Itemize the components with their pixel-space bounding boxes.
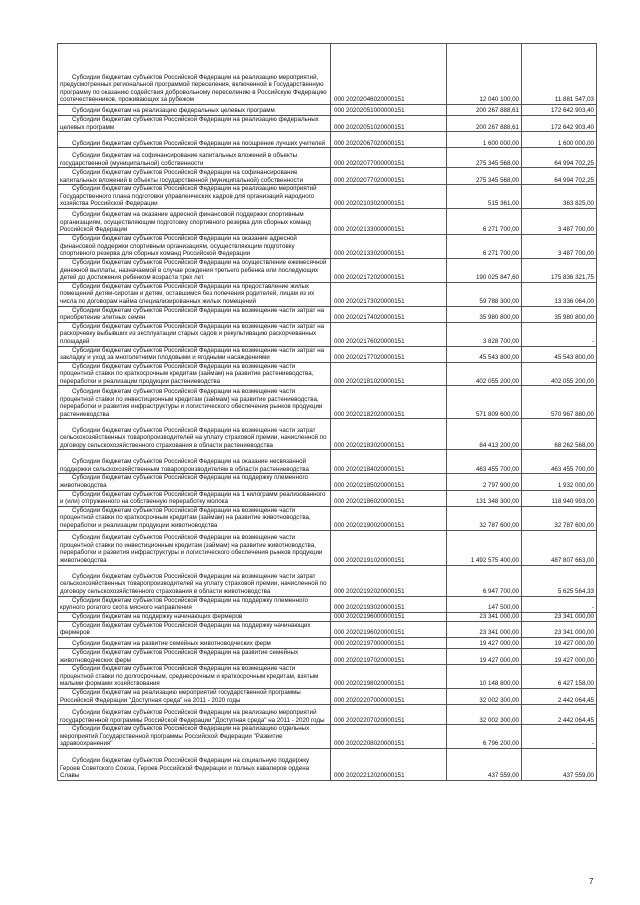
table-row: [58, 132, 597, 148]
row-planned-amount: 147 500,00: [447, 596, 522, 612]
row-description: Субсидии бюджетам субъектов Российской Федерации на реализацию мероприятий государственной программы Российской Федерации "Доступная среда" на 2011 - 2020 годы: [58, 705, 331, 725]
table-row: [58, 638, 597, 649]
row-planned-amount: 32 787 600,00: [447, 506, 522, 530]
row-budget-code: 000 20202212020000151: [331, 748, 447, 780]
table-row: [58, 530, 597, 565]
row-planned-amount: 32 002 300,00: [447, 688, 522, 704]
table-row: [58, 362, 597, 386]
row-planned-amount: 190 025 847,60: [447, 258, 522, 282]
row-executed-amount: 19 427 000,00: [522, 649, 597, 665]
row-planned-amount: 3 828 700,00: [447, 322, 522, 346]
row-description: Субсидии бюджетам на реализацию мероприятий государственной программы Российской Федерации "Доступная среда" на 2011 - 2020 годы: [58, 688, 331, 704]
table-row: [58, 565, 597, 596]
row-budget-code: 000 20202191020000151: [331, 530, 447, 565]
row-executed-amount: 463 455 700,00: [522, 450, 597, 474]
row-description: Субсидии бюджетам субъектов Российской Федерации на реализацию отдельных мероприятий Государственной программы Российской Федерации "Развитие здравоохранения": [58, 725, 331, 749]
row-description: Субсидии бюджетам субъектов Российской Федерации на поддержку начинающих фермеров: [58, 621, 331, 637]
table-row: [58, 208, 597, 234]
row-budget-code: 000 20202185020000151: [331, 474, 447, 490]
row-description: Субсидии бюджетам субъектов Российской Федерации на поощрение лучших учителей: [58, 132, 331, 148]
row-budget-code: 000 20202192020000151: [331, 565, 447, 596]
row-planned-amount: 84 413 200,00: [447, 419, 522, 450]
row-planned-amount: 19 427 000,00: [447, 638, 522, 649]
row-description: Субсидии бюджетам субъектов Российской Федерации на развитие семейных животноводческих ферм: [58, 649, 331, 665]
row-planned-amount: 6 796 200,00: [447, 725, 522, 749]
row-planned-amount: 1 600 000,00: [447, 132, 522, 148]
row-budget-code: 000 20202183020000151: [331, 419, 447, 450]
table-row: [58, 725, 597, 749]
row-budget-code: 000 20202207020000151: [331, 705, 447, 725]
subsidy-table: [57, 43, 597, 781]
row-description: Субсидии бюджетам субъектов Российской Федерации на социальную поддержку Героев Советского Союза, Героев Российской Федерации и полных кавалеров ордена Славы: [58, 748, 331, 780]
row-description: Субсидии бюджетам на оказание адресной финансовой поддержки спортивным организациям, осуществляющим подготовку спортивного резерва для сборных команд Российской Федерации: [58, 208, 331, 234]
row-planned-amount: 6 947 700,00: [447, 565, 522, 596]
row-planned-amount: 6 271 700,00: [447, 234, 522, 258]
row-planned-amount: 19 427 000,00: [447, 649, 522, 665]
row-executed-amount: 1 600 000,00: [522, 132, 597, 148]
row-description: Субсидии бюджетам на поддержку начинающих фермеров: [58, 612, 331, 621]
table-row: [58, 105, 597, 116]
row-description: Субсидии бюджетам субъектов Российской Федерации на реализацию федеральных целевых программ: [58, 116, 331, 132]
table-row: [58, 234, 597, 258]
row-description: Субсидии бюджетам на реализацию федеральных целевых программ: [58, 105, 331, 116]
table-row: [58, 474, 597, 490]
row-planned-amount: 515 361,00: [447, 185, 522, 209]
row-executed-amount: 64 994 702,25: [522, 168, 597, 185]
row-budget-code: 000 20202193020000151: [331, 596, 447, 612]
row-planned-amount: 23 341 000,00: [447, 612, 522, 621]
table-row: [58, 490, 597, 506]
row-budget-code: 000 20202133000000151: [331, 208, 447, 234]
row-description: Субсидии бюджетам субъектов Российской Федерации на возмещение части процентной ставки по инвестиционным кредитам (займам) на развитие животноводства, переработки и развития инфраструктуры и логистического обеспечения рынков продукции животноводства: [58, 530, 331, 565]
table-row: [58, 282, 597, 306]
row-executed-amount: 1 932 000,00: [522, 474, 597, 490]
table-row: [58, 748, 597, 780]
row-executed-amount: 64 994 702,25: [522, 148, 597, 168]
row-budget-code: 000 20202103020000151: [331, 185, 447, 209]
row-description: Субсидии бюджетам субъектов Российской Федерации на оказание адресной финансовой поддержки спортивным организациям, осуществляющим подготовку спортивного резерва для сборных команд Российской Федерации: [58, 234, 331, 258]
row-executed-amount: 570 967 880,00: [522, 386, 597, 419]
row-description: Субсидии бюджетам субъектов Российской Федерации на предоставление жилых помещений детям-сиротам и детям, оставшимся без попечения родителей, лицам из их числа по договорам найма специализированных жилых помещений: [58, 282, 331, 306]
row-description: Субсидии бюджетам субъектов Российской Федерации на поддержку племенного животноводства: [58, 474, 331, 490]
row-description: Субсидии бюджетам субъектов Российской Федерации на реализацию мероприятий, предусмотренных региональной программой переселения, включенной в Государственную программу по оказанию содействия добровольному переселению в Российскую Федерацию соотечественников, проживающих за рубежом: [58, 44, 331, 105]
row-planned-amount: 12 040 100,00: [447, 44, 522, 105]
row-planned-amount: 571 809 600,00: [447, 386, 522, 419]
row-budget-code: 000 20202181020000151: [331, 362, 447, 386]
table-row: [58, 386, 597, 419]
budget-table-page: [57, 43, 594, 781]
row-description: Субсидии бюджетам субъектов Российской Федерации на возмещение части процентной ставки по краткосрочным кредитам (займам) на развитие растениеводства, переработки и реализации продукции растениеводства: [58, 362, 331, 386]
row-description: Субсидии бюджетам на развитие семейных животноводческих ферм: [58, 638, 331, 649]
page-number: 7: [589, 877, 594, 886]
row-planned-amount: 1 492 575 400,00: [447, 530, 522, 565]
table-row: [58, 621, 597, 637]
row-executed-amount: 19 427 000,00: [522, 638, 597, 649]
table-row: [58, 688, 597, 704]
row-description: Субсидии бюджетам субъектов Российской Федерации на реализацию мероприятий Государственного плана подготовки управленческих кадров для организаций народного хозяйства Российской Федерации: [58, 185, 331, 209]
table-row: [58, 506, 597, 530]
subsidy-table-body: [58, 44, 597, 781]
row-description: Субсидии бюджетам субъектов Российской Федерации на возмещение части процентной ставки по краткосрочным кредитам (займам) на развитие животноводства, переработки и реализации продукции животноводства: [58, 506, 331, 530]
table-row: [58, 148, 597, 168]
row-description: Субсидии бюджетам субъектов Российской Федерации на возмещение части затрат на раскорчевку выбывших из эксплуатации старых садов и рекультивацию раскорчеванных площадей: [58, 322, 331, 346]
row-planned-amount: 6 271 700,00: [447, 208, 522, 234]
row-description: Субсидии бюджетам субъектов Российской Федерации на оказание несвязанной поддержки сельскохозяйственным товаропроизводителям в области растениеводства: [58, 450, 331, 474]
row-executed-amount: 2 442 064,45: [522, 688, 597, 704]
row-executed-amount: 402 055 200,00: [522, 362, 597, 386]
row-executed-amount: 6 427 158,00: [522, 665, 597, 689]
table-row: [58, 450, 597, 474]
row-executed-amount: -: [522, 322, 597, 346]
row-budget-code: 000 20202208020000151: [331, 725, 447, 749]
row-budget-code: 000 20202172020000151: [331, 258, 447, 282]
table-row: [58, 322, 597, 346]
row-executed-amount: 45 543 800,00: [522, 346, 597, 362]
row-planned-amount: 35 980 800,00: [447, 306, 522, 322]
row-description: Субсидии бюджетам субъектов Российской Федерации на возмещение части затрат сельскохозяйственных товаропроизводителей на уплату страховой премии, начисленной по договору сельскохозяйственного страхования в области растениеводства: [58, 419, 331, 450]
row-planned-amount: 402 055 200,00: [447, 362, 522, 386]
row-executed-amount: 68 262 568,00: [522, 419, 597, 450]
table-row: [58, 346, 597, 362]
row-planned-amount: 275 345 568,00: [447, 168, 522, 185]
row-planned-amount: 2 797 900,00: [447, 474, 522, 490]
table-row: [58, 116, 597, 132]
table-row: [58, 612, 597, 621]
row-budget-code: 000 20202190020000151: [331, 506, 447, 530]
table-row: [58, 665, 597, 689]
row-budget-code: 000 20202051020000151: [331, 116, 447, 132]
row-budget-code: 000 20202197000000151: [331, 638, 447, 649]
row-executed-amount: 487 807 663,00: [522, 530, 597, 565]
row-executed-amount: 23 341 000,00: [522, 612, 597, 621]
row-executed-amount: 3 487 700,00: [522, 234, 597, 258]
row-description: Субсидии бюджетам субъектов Российской Федерации на возмещение части процентной ставки по инвестиционным кредитам (займам) на развитие растениеводства, переработки и развития инфраструктуры и логистического обеспечения рынков продукции растениеводства: [58, 386, 331, 419]
row-planned-amount: 275 345 568,00: [447, 148, 522, 168]
row-planned-amount: 200 267 888,61: [447, 105, 522, 116]
row-executed-amount: 172 642 903,40: [522, 105, 597, 116]
row-executed-amount: 118 940 993,00: [522, 490, 597, 506]
row-budget-code: 000 20202176020000151: [331, 322, 447, 346]
table-row: [58, 44, 597, 105]
row-executed-amount: 172 642 903,40: [522, 116, 597, 132]
row-executed-amount: -: [522, 725, 597, 749]
row-executed-amount: 363 825,00: [522, 185, 597, 209]
row-budget-code: 000 20202207000000151: [331, 688, 447, 704]
row-budget-code: 000 20202174020000151: [331, 306, 447, 322]
row-budget-code: 000 20202197020000151: [331, 649, 447, 665]
row-executed-amount: 175 836 321,75: [522, 258, 597, 282]
row-planned-amount: 437 559,00: [447, 748, 522, 780]
row-budget-code: 000 20202177020000151: [331, 346, 447, 362]
row-description: Субсидии бюджетам субъектов Российской Федерации на 1 килограмм реализованного и (или) отгруженного на собственную переработку молока: [58, 490, 331, 506]
row-planned-amount: 32 002 300,00: [447, 705, 522, 725]
row-budget-code: 000 20202196020000151: [331, 621, 447, 637]
row-planned-amount: 23 341 000,00: [447, 621, 522, 637]
row-planned-amount: 463 455 700,00: [447, 450, 522, 474]
row-executed-amount: 3 487 700,00: [522, 208, 597, 234]
row-executed-amount: 437 559,00: [522, 748, 597, 780]
row-budget-code: 000 20202077020000151: [331, 168, 447, 185]
table-row: [58, 419, 597, 450]
row-executed-amount: 11 881 547,03: [522, 44, 597, 105]
row-planned-amount: 131 348 300,00: [447, 490, 522, 506]
row-executed-amount: -: [522, 596, 597, 612]
row-description: Субсидии бюджетам субъектов Российской Федерации на возмещение части процентной ставки по долгосрочным, среднесрочным и краткосрочным кредитам, взятым малыми формами хозяйствования: [58, 665, 331, 689]
row-executed-amount: 32 787 600,00: [522, 506, 597, 530]
row-budget-code: 000 20202051000000151: [331, 105, 447, 116]
row-planned-amount: 10 148 800,00: [447, 665, 522, 689]
row-planned-amount: 45 543 800,00: [447, 346, 522, 362]
row-budget-code: 000 20202182020000151: [331, 386, 447, 419]
row-budget-code: 000 20202077000000151: [331, 148, 447, 168]
table-row: [58, 168, 597, 185]
row-budget-code: 000 20202133020000151: [331, 234, 447, 258]
row-description: Субсидии бюджетам субъектов Российской Федерации на возмещение части затрат на приобретение элитных семян: [58, 306, 331, 322]
row-description: Субсидии бюджетам субъектов Российской Федерации на возмещение части затрат сельскохозяйственных товаропроизводителей на уплату страховой премии, начисленной по договору сельскохозяйственного страхования в области животноводства: [58, 565, 331, 596]
row-budget-code: 000 20202184020000151: [331, 450, 447, 474]
row-budget-code: 000 20202067020000151: [331, 132, 447, 148]
row-executed-amount: 5 625 564,33: [522, 565, 597, 596]
table-row: [58, 705, 597, 725]
row-executed-amount: 35 980 800,00: [522, 306, 597, 322]
row-description: Субсидии бюджетам на софинансирование капитальных вложений в объекты государственной (муниципальной) собственности: [58, 148, 331, 168]
row-executed-amount: 2 442 064,45: [522, 705, 597, 725]
row-executed-amount: 23 341 000,00: [522, 621, 597, 637]
table-row: [58, 258, 597, 282]
row-description: Субсидии бюджетам субъектов Российской Федерации на возмещение части затрат на закладку и уход за многолетними плодовыми и ягодными насаждениями: [58, 346, 331, 362]
row-budget-code: 000 20202046020000151: [331, 44, 447, 105]
row-description: Субсидии бюджетам субъектов Российской Федерации на софинансирование капитальных вложений в объекты государственной (муниципальной) собственности: [58, 168, 331, 185]
row-planned-amount: 59 788 300,00: [447, 282, 522, 306]
row-planned-amount: 200 267 888,61: [447, 116, 522, 132]
row-budget-code: 000 20202173020000151: [331, 282, 447, 306]
row-description: Субсидии бюджетам субъектов Российской Федерации на поддержку племенного крупного рогатого скота мясного направления: [58, 596, 331, 612]
table-row: [58, 649, 597, 665]
table-row: [58, 596, 597, 612]
row-executed-amount: 13 336 064,00: [522, 282, 597, 306]
table-row: [58, 185, 597, 209]
row-budget-code: 000 20202186020000151: [331, 490, 447, 506]
row-budget-code: 000 20202198020000151: [331, 665, 447, 689]
table-row: [58, 306, 597, 322]
row-budget-code: 000 20202196000000151: [331, 612, 447, 621]
row-description: Субсидии бюджетам субъектов Российской Федерации на осуществление ежемесячной денежной выплаты, назначаемой в случае рождения третьего ребенка или последующих детей до достижения ребенком возраста трех лет: [58, 258, 331, 282]
